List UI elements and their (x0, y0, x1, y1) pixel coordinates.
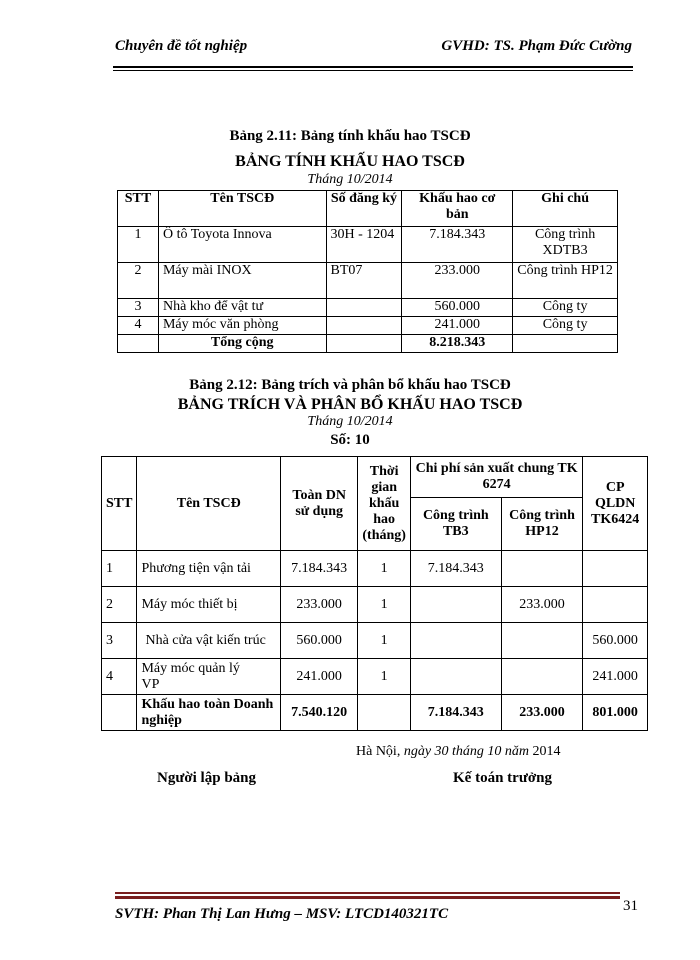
footer-rule (115, 892, 620, 894)
col-header-hp12: Công trình HP12 (501, 498, 583, 551)
col-header-stt: STT (102, 457, 137, 551)
table1-subtitle: Tháng 10/2014 (307, 172, 393, 187)
accountant-label: Kế toán trưởng (453, 770, 552, 786)
allocation-table (101, 456, 648, 731)
header-rule (113, 66, 633, 68)
table-row: 4 Máy móc quản lý VP 241.000 1 241.000 (102, 659, 648, 695)
col-header-name: Tên TSCĐ (158, 191, 326, 227)
table2-number: Số: 10 (330, 432, 370, 448)
table-row: 3 Nhà cửa vật kiến trúc 560.000 1 560.000 (102, 623, 648, 659)
sign-date: ngày 30 tháng 10 năm (403, 744, 530, 759)
header-left: Chuyên đề tốt nghiệp (115, 38, 248, 54)
table-row: 3 Nhà kho để vật tư 560.000 Công ty (118, 299, 618, 317)
header-right: GVHD: TS. Phạm Đức Cường (441, 38, 632, 54)
table2-title: BẢNG TRÍCH VÀ PHÂN BỔ KHẤU HAO TSCĐ (177, 396, 523, 413)
sign-place: Hà Nội, (356, 744, 401, 759)
footer-student: SVTH: Phan Thị Lan Hưng – MSV: LTCD140321TC (115, 906, 449, 922)
table-row: 2 Máy móc thiết bị 233.000 1 233.000 (102, 587, 648, 623)
preparer-label: Người lập bảng (157, 770, 257, 786)
col-header-depr: Khấu hao cơ bản (402, 191, 513, 227)
table-row: 4 Máy móc văn phòng 241.000 Công ty (118, 317, 618, 335)
table2-subtitle: Tháng 10/2014 (307, 414, 393, 429)
col-header-ql: CP QLDN TK6424 (583, 457, 648, 551)
table2-caption: Bảng 2.12: Bảng trích và phân bổ khấu hao TSCĐ (189, 377, 511, 393)
col-header-stt: STT (118, 191, 159, 227)
col-header-note: Ghi chú (513, 191, 618, 227)
col-header-time: Thời gian khấu hao (tháng) (358, 457, 411, 551)
table1-caption: Bảng 2.11: Bảng tính khấu hao TSCĐ (229, 128, 471, 144)
table-row: 1 Ô tô Toyota Innova 30H - 1204 7.184.343 Công trình XDTB3 (118, 227, 618, 263)
total-row: Khấu hao toàn Doanh nghiệp 7.540.120 7.184.343 233.000 801.000 (102, 695, 648, 731)
col-header-prod: Chi phí sản xuất chung TK 6274 (410, 457, 582, 498)
col-header-name: Tên TSCĐ (137, 457, 281, 551)
table-row: 2 Máy mài INOX BT07 233.000 Công trình HP12 (118, 263, 618, 299)
header-rule-thin (113, 70, 633, 71)
sign-date-line (356, 744, 561, 760)
col-header-reg: Số đăng ký (326, 191, 402, 227)
page-number: 31 (623, 898, 638, 914)
sign-year: 2014 (532, 744, 561, 759)
footer-rule-thick (115, 896, 620, 899)
col-header-tb3: Công trình TB3 (410, 498, 501, 551)
table-row: 1 Phương tiện vận tải 7.184.343 1 7.184.343 (102, 551, 648, 587)
table1-title: BẢNG TÍNH KHẤU HAO TSCĐ (235, 153, 465, 170)
col-header-total: Toàn DN sử dụng (280, 457, 357, 551)
depreciation-table (117, 190, 618, 353)
total-row: Tổng cộng 8.218.343 (118, 335, 618, 353)
